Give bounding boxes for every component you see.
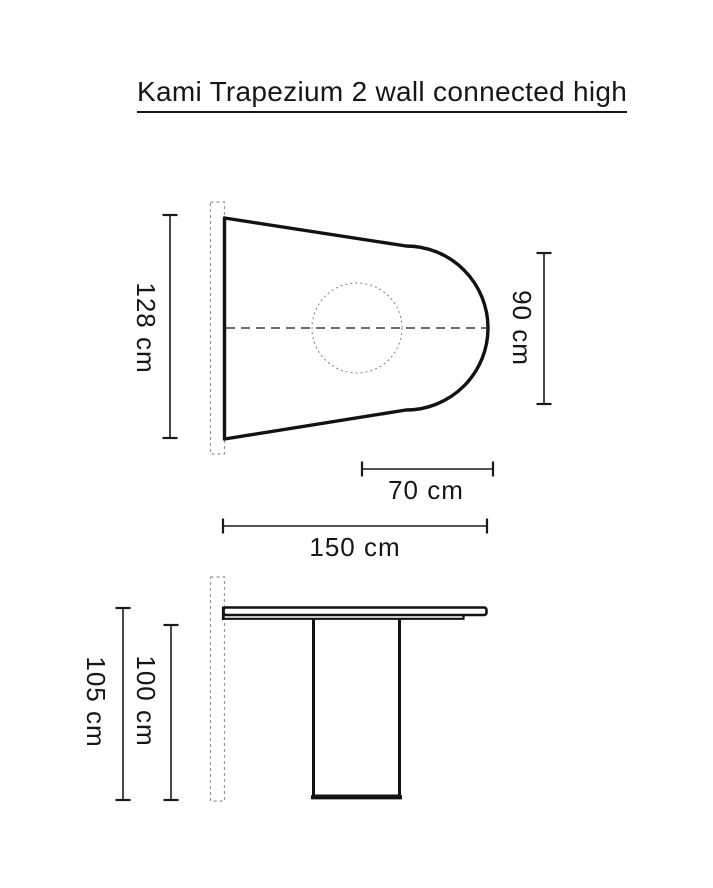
wall-strip-top-view — [211, 202, 225, 454]
dimension-128 — [131, 215, 178, 438]
tabletop-slab — [224, 608, 487, 616]
dimension-label-128: 128 cm — [131, 282, 161, 374]
dimension-90 — [507, 253, 552, 404]
top-view — [131, 202, 552, 562]
page-title: Kami Trapezium 2 wall connected high — [137, 76, 627, 113]
dimension-70 — [362, 462, 493, 506]
dimension-label-100: 100 cm — [131, 655, 161, 747]
dimension-label-150: 150 cm — [309, 532, 401, 562]
dimension-label-70: 70 cm — [388, 475, 464, 505]
pedestal-leg — [314, 619, 400, 796]
dimension-105 — [81, 608, 131, 800]
side-view — [81, 577, 487, 801]
dimension-150 — [223, 519, 487, 563]
dimension-100 — [131, 625, 179, 800]
dimension-label-105: 105 cm — [81, 656, 111, 748]
dimension-label-90: 90 cm — [507, 290, 537, 366]
